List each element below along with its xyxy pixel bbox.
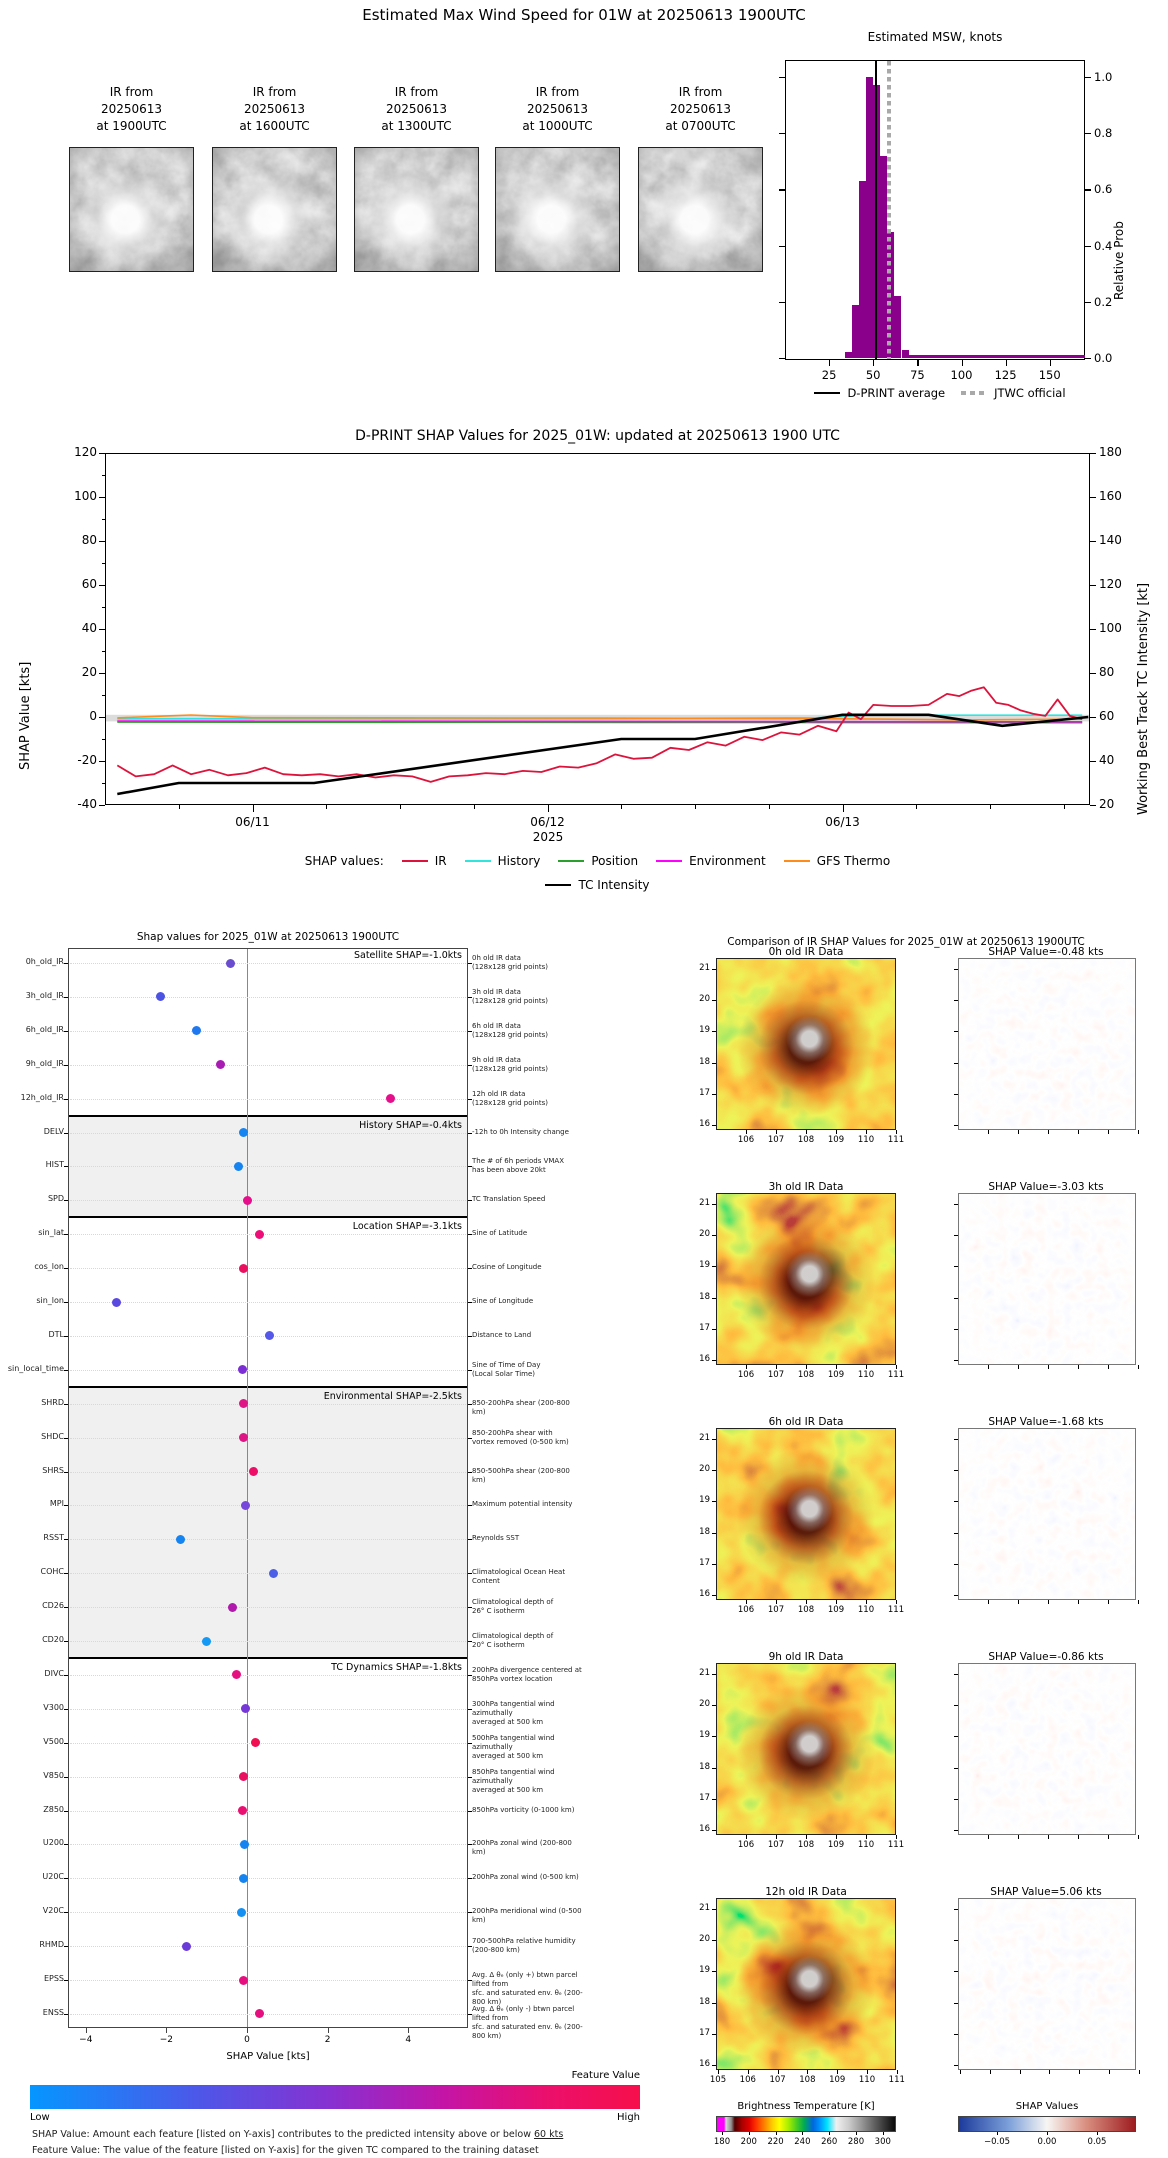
dotplot-feature-description-line: 26° C isotherm: [472, 1607, 525, 1616]
dotplot-feature-label: 0h_old_IR: [25, 957, 64, 966]
bt-colorbar-tick-label: 300: [874, 2137, 891, 2147]
ts-ytick-label-left: -40: [77, 797, 97, 811]
dotplot-xtick-label: −4: [79, 2035, 93, 2045]
bt-colorbar-tick-label: 180: [713, 2137, 731, 2147]
timeseries-ylabel-right: Working Best Track TC Intensity [kt]: [1136, 582, 1151, 815]
panel-lat-label: 16: [699, 1824, 710, 1834]
ir-thumbnail-label-line: at 1600UTC: [239, 119, 310, 133]
bt-colorbar-tick-label: 260: [821, 2137, 838, 2147]
dotplot-feature-label: 9h_old_IR: [25, 1058, 64, 1068]
shap-colorbar-ticks: [584, 0, 1168, 2158]
panel-lon-label: 106: [737, 1370, 755, 1380]
dotplot-feature-description-line: sfc. and saturated env. θₑ (200-800 km): [472, 2023, 583, 2041]
dotplot-feature-description: [472, 1568, 584, 1586]
dotplot-group-label: Environmental SHAP=-2.5kts: [323, 1390, 462, 1402]
dotplot-feature-label: sin_local_time: [7, 1363, 64, 1373]
dotplot-xtick-label: 4: [405, 2035, 412, 2045]
dotplot-feature-description: [472, 1022, 584, 1040]
dotplot-feature-description: [472, 1666, 584, 1684]
panel-lon-label: 108: [797, 1840, 815, 1850]
panel-lon-label: 110: [857, 1605, 875, 1615]
panel-lon-label: 107: [767, 1135, 785, 1145]
dotplot-feature-description-line: Maximum potential intensity: [472, 1500, 573, 1509]
bt-colorbar-title: Brightness Temperature [K]: [737, 2101, 875, 2112]
panel-lon-label: 109: [827, 1605, 845, 1615]
panel-lat-label: 16: [699, 1354, 710, 1364]
dotplot-feature-description: [472, 1971, 584, 2007]
histogram-ytick-label: 0.2: [1094, 294, 1113, 309]
caption-shap-value: [32, 2129, 592, 2140]
dotplot-title: Shap values for 2025_01W at 20250613 1900UTC: [136, 931, 400, 943]
panel-lat-label: 16: [699, 1589, 710, 1599]
dotplot-feature-description: [472, 1632, 584, 1650]
ts-ytick-label-right: 20: [1099, 797, 1115, 811]
panel-lon-label: 107: [769, 2075, 786, 2085]
ts-ytick-label-right: 160: [1099, 489, 1122, 503]
dotplot-feature-description: [472, 1229, 584, 1238]
dotplot-feature-description-line: averaged at 500 km: [472, 1751, 544, 1760]
panel-lat-label: 21: [699, 1903, 710, 1913]
dotplot-feature-label: DTL: [48, 1329, 64, 1339]
panel-lon-label: 107: [767, 1840, 785, 1850]
legend-item-label: Environment: [689, 854, 766, 868]
panel-lon-label: 109: [827, 1370, 845, 1380]
dotplot-feature-description-line: Sine of Time of Day: [472, 1360, 541, 1369]
histogram-ytick-label: 0.8: [1094, 126, 1113, 141]
dotplot-feature-label: ENSS: [42, 2007, 64, 2017]
dotplot-feature-description-line: The # of 6h periods VMAX: [472, 1157, 565, 1166]
legend-item-label: History: [497, 854, 541, 868]
dotplot-feature-description: [472, 1297, 584, 1306]
dotplot-feature-description: [472, 1331, 584, 1340]
dotplot-feature-description-line: 9h old IR data: [472, 1055, 521, 1064]
histogram-ytick-label: 0.4: [1094, 238, 1113, 253]
histogram-ytick-label: 0.0: [1094, 351, 1113, 365]
panel-lat-label: 21: [699, 1433, 710, 1443]
ts-ytick-label-left: 100: [74, 489, 97, 503]
panel-lat-label: 19: [699, 1730, 710, 1741]
ts-ytick-label-right: 120: [1099, 577, 1122, 591]
panel-lat-label: 16: [699, 2059, 710, 2069]
panel-lat-label: 17: [699, 1322, 710, 1333]
featurevalue-colorbar: [30, 2085, 640, 2109]
dotplot-feature-description: [472, 2005, 584, 2041]
bt-colorbar-tick-label: 280: [847, 2137, 865, 2147]
panel-lat-label: 16: [699, 1119, 710, 1129]
shap-colorbar-title: SHAP Values: [1015, 2101, 1079, 2112]
dotplot-feature-label: SHDC: [41, 1431, 64, 1441]
dotplot-feature-label: 3h_old_IR: [25, 990, 64, 1000]
dotplot-feature-description-line: has been above 20kt: [472, 1166, 546, 1175]
caption-shap-value-underline: 60 kts: [533, 2129, 564, 2140]
dotplot-feature-description-line: 0h old IR data: [472, 954, 521, 962]
panel-shap-title: SHAP Value=-0.48 kts: [988, 946, 1104, 958]
dotplot-feature-description: [472, 1598, 584, 1616]
caption-feature-value-text: Feature Value: The value of the feature [listed on Y-axis] for the given TC compared to the training dataset: [32, 2145, 539, 2156]
ir-thumbnail-label-line: 20250613: [669, 102, 732, 116]
dotplot-feature-label: U20C: [42, 1872, 64, 1882]
panel-lon-label: 106: [739, 2075, 756, 2085]
bt-colorbar-tick-label: 200: [740, 2137, 757, 2147]
panel-lon-label: 106: [737, 1135, 755, 1145]
dotplot-feature-label: EPSS: [43, 1974, 64, 1983]
dotplot-feature-description: [472, 1734, 584, 1761]
panel-lon-label: 107: [767, 1605, 785, 1615]
dotplot-feature-description: [472, 1500, 584, 1509]
dotplot-feature-description-line: 850-500hPa shear (200-800 km): [472, 1466, 570, 1484]
bt-colorbar-tick-label: 220: [767, 2137, 784, 2147]
dotplot-feature-description: [472, 1361, 584, 1379]
panels-title: Comparison of IR SHAP Values for 2025_01W at 20250613 1900UTC: [727, 936, 1085, 948]
dotplot-feature-description: [472, 1873, 584, 1882]
dotplot-feature-label: HIST: [45, 1160, 64, 1170]
dotplot-feature-label: V300: [43, 1702, 64, 1712]
panel-lat-label: 18: [699, 1526, 710, 1537]
histogram-ytick-label: 0.6: [1094, 182, 1113, 197]
legend-item-label: JTWC official: [994, 386, 1066, 400]
dotplot-feature-label: DELV: [43, 1126, 64, 1136]
dotplot-feature-description-line: Cosine of Longitude: [472, 1263, 542, 1272]
dotplot-feature-label: Z850: [43, 1804, 64, 1814]
dotplot-feature-description: [472, 1195, 584, 1204]
ts-ytick-label-left: 120: [74, 445, 97, 459]
panel-lat-label: 17: [699, 1792, 710, 1803]
dotplot-feature-description-line: (200-800 km): [472, 1946, 520, 1955]
ir-thumbnail-label-line: at 1900UTC: [96, 119, 167, 133]
panel-lat-label: 17: [699, 1557, 710, 1568]
histogram-xtick-label: 150: [1038, 368, 1061, 382]
dotplot-xtick-mark: [328, 2028, 329, 2033]
panel-lat-label: 19: [699, 1495, 710, 1506]
panel-shap-title: SHAP Value=5.06 kts: [990, 1886, 1102, 1898]
panel-ir-title: 6h old IR Data: [768, 1416, 844, 1428]
dotplot-feature-label: CD20: [42, 1635, 64, 1644]
panel-lon-label: 111: [887, 1370, 905, 1380]
shap-colorbar-tick-mark: [1047, 2132, 1048, 2135]
panel-lat-label: 21: [699, 963, 710, 973]
figure-title: Estimated Max Wind Speed for 01W at 20250613 1900UTC: [362, 6, 806, 24]
dotplot-xtick-label: −2: [159, 2035, 174, 2045]
dotplot-feature-description: [472, 954, 584, 972]
dotplot-feature-description-line: 300hPa tangential wind azimuthally: [472, 1699, 555, 1717]
dotplot-feature-description-line: 850-200hPa shear (200-800 km): [472, 1398, 570, 1416]
dotplot-feature-description-line: 700-500hPa relative humidity: [472, 1937, 576, 1946]
legend-item-label: TC Intensity: [578, 878, 650, 892]
panel-lon-label: 106: [737, 1605, 755, 1615]
dotplot-feature-description-line: (128x128 grid points): [472, 1064, 548, 1073]
dotplot-feature-description-line: Distance to Land: [472, 1330, 532, 1339]
ts-ytick-label-right: 60: [1099, 709, 1115, 723]
dotplot-feature-label: SHRD: [41, 1397, 64, 1407]
histogram-xtick-label: 100: [950, 368, 973, 382]
dotplot-feature-description-line: 6h old IR data: [472, 1021, 521, 1030]
dotplot-feature-label: RHMD: [39, 1940, 64, 1950]
panel-lon-label: 107: [767, 1370, 785, 1380]
panel-lon-label: 108: [799, 2075, 816, 2085]
dotplot-feature-description-line: (128x128 grid points): [472, 963, 548, 972]
panel-lat-label: 18: [699, 1291, 710, 1302]
legend-item-label: IR: [434, 854, 447, 868]
ts-ytick-label-left: 60: [81, 577, 97, 591]
dotplot-feature-label: CD26: [42, 1601, 64, 1611]
histogram-title: Estimated MSW, knots: [867, 30, 1003, 44]
ts-ytick-label-right: 40: [1099, 753, 1115, 767]
dotplot-feature-description-line: 200hPa zonal wind (0-500 km): [472, 1873, 579, 1882]
panel-lat-label: 21: [699, 1668, 710, 1678]
timeseries-title: D-PRINT SHAP Values for 2025_01W: updated at 20250613 1900 UTC: [355, 428, 840, 444]
dotplot-feature-description-line: 500hPa tangential wind azimuthally: [472, 1733, 555, 1751]
dotplot-feature-description-line: Sine of Latitude: [472, 1229, 528, 1238]
ir-thumbnail-label-line: 20250613: [385, 102, 448, 116]
dotplot-feature-description-line: Reynolds SST: [472, 1534, 520, 1543]
dotplot-xtick-label: 0: [244, 2035, 250, 2045]
dotplot-feature-description-line: Climatological depth of: [472, 1632, 554, 1640]
featurevalue-colorbar-title: Feature Value: [571, 2070, 640, 2081]
shap-colorbar-tick-mark: [997, 2132, 998, 2135]
panel-lat-label: 20: [699, 1229, 710, 1240]
dotplot-feature-description-line: Avg. Δ θₑ (only +) btwn parcel lifted from: [472, 1971, 578, 1989]
dotplot-group-label: Location SHAP=-3.1kts: [352, 1221, 462, 1233]
panel-lat-label: 19: [699, 1025, 710, 1036]
ts-ytick-label-right: 180: [1099, 445, 1122, 459]
dotplot-feature-description-line: averaged at 500 km: [472, 1785, 544, 1794]
ts-ytick-label-left: -20: [77, 753, 97, 767]
panel-lon-label: 108: [797, 1135, 815, 1145]
dotplot-feature-description: [472, 1128, 584, 1137]
panel-lon-label: 105: [709, 2075, 727, 2085]
panel-shap-title: SHAP Value=-3.03 kts: [988, 1181, 1104, 1193]
dotplot-feature-label: 12h_old_IR: [20, 1092, 64, 1102]
panel-lat-label: 20: [699, 1934, 710, 1945]
dotplot-feature-description-line: 850hPa tangential wind azimuthally: [472, 1767, 555, 1785]
ir-thumbnail-label-line: at 0700UTC: [665, 119, 736, 133]
dotplot-feature-description-line: (128x128 grid points): [472, 1030, 548, 1039]
dotplot-feature-label: sin_lat: [38, 1228, 64, 1238]
panel-shap-title: SHAP Value=-1.68 kts: [988, 1416, 1104, 1428]
dotplot-feature-label: 6h_old_IR: [25, 1024, 64, 1034]
dotplot-xtick-label: 2: [324, 2035, 331, 2045]
dotplot-feature-description-line: (128x128 grid points): [472, 996, 548, 1005]
panel-lon-label: 109: [829, 2075, 846, 2085]
dotplot-feature-description: [472, 1090, 584, 1108]
ts-ytick-label-left: 40: [81, 621, 97, 635]
panel-ir-title: 0h old IR Data: [768, 946, 844, 958]
dotplot-feature-description-line: 20° C isotherm: [472, 1641, 525, 1650]
panel-lon-label: 106: [737, 1840, 755, 1850]
ir-thumbnail-label-line: IR from: [394, 85, 439, 99]
ir-thumbnail-label-line: IR from: [252, 85, 297, 99]
panel-lon-label: 111: [888, 2075, 905, 2085]
dotplot-feature-description: [472, 1263, 584, 1272]
ir-thumbnail-label-line: IR from: [678, 85, 723, 99]
legend-item-label: D-PRINT average: [847, 386, 946, 400]
dotplot-feature-description-line: 200hPa meridional wind (0-500 km): [472, 1907, 582, 1925]
ts-legend-prefix: SHAP values:: [304, 854, 384, 868]
panel-lon-label: 111: [887, 1840, 905, 1850]
dotplot-feature-label: V20C: [42, 1906, 64, 1916]
ir-thumbnail-label-line: 20250613: [526, 102, 589, 116]
dotplot-group-label: Satellite SHAP=-1.0kts: [353, 950, 462, 961]
dotplot-feature-label: SHRS: [42, 1465, 64, 1475]
ts-xtick-label: 06/11: [235, 815, 270, 829]
dotplot-feature-description-line: Climatological depth of: [472, 1598, 554, 1607]
dotplot-feature-description: [472, 1534, 584, 1543]
ir-thumbnail-label-line: 20250613: [243, 102, 306, 116]
dotplot-feature-description: [472, 1937, 584, 1955]
panel-lon-label: 110: [857, 1135, 875, 1145]
dotplot-feature-description-line: -12h to 0h Intensity change: [472, 1127, 569, 1136]
dotplot-feature-description-line: 200hPa zonal wind (200-800 km): [472, 1839, 572, 1857]
timeseries-xlabel: 2025: [532, 830, 564, 844]
panel-lon-label: 109: [827, 1840, 845, 1850]
dotplot-xlabel: SHAP Value [kts]: [226, 2051, 310, 2062]
panel-lon-label: 109: [827, 1135, 845, 1145]
dotplot-feature-label: V500: [43, 1736, 64, 1746]
panel-lat-label: 17: [699, 1087, 710, 1098]
dotplot-feature-description: [472, 1806, 584, 1815]
panel-lon-label: 110: [857, 1840, 875, 1850]
panel-lat-label: 19: [699, 1965, 710, 1976]
dotplot-feature-description: [472, 1907, 584, 1925]
panel-ir-title: 9h old IR Data: [768, 1651, 844, 1663]
dotplot-feature-description: [472, 1429, 584, 1447]
panel-lat-label: 18: [699, 1056, 710, 1067]
histogram-xtick-label: 25: [821, 368, 837, 382]
dotplot-feature-description-line: vortex removed (0-500 km): [472, 1437, 569, 1446]
panel-ir-title: 3h old IR Data: [768, 1181, 844, 1193]
dotplot-feature-description: [472, 988, 584, 1006]
panel-lat-label: 21: [699, 1198, 710, 1208]
histogram-xtick-label: 125: [994, 368, 1017, 382]
ir-thumbnail-label-line: IR from: [109, 85, 154, 99]
legend-item-label: GFS Thermo: [816, 854, 891, 868]
bt-colorbar-tick-label: 240: [794, 2137, 811, 2147]
dotplot-group-label: TC Dynamics SHAP=-1.8kts: [331, 1661, 462, 1673]
dotplot-feature-label: SPD: [47, 1194, 64, 1204]
ir-thumbnail-label-line: at 1000UTC: [522, 119, 593, 133]
dotplot-feature-description-line: Avg. Δ θₑ (only -) btwn parcel lifted from: [472, 2004, 575, 2022]
shap-colorbar-tick-label: −0.05: [983, 2137, 1011, 2147]
dotplot-feature-description-line: Sine of Longitude: [472, 1297, 534, 1305]
dotplot-xtick-mark: [247, 2028, 248, 2033]
dotplot-feature-description-line: (128x128 grid points): [472, 1098, 548, 1107]
panel-lat-label: 18: [699, 1996, 710, 2007]
dotplot-feature-description-line: Climatological Ocean Heat Content: [472, 1568, 566, 1586]
panel-lat-label: 17: [699, 2027, 710, 2038]
dotplot-feature-description-line: (Local Solar Time): [472, 1369, 536, 1378]
shap-colorbar-tick-label: 0.05: [1087, 2137, 1107, 2147]
dotplot-feature-description-line: 850hPa vortex location: [472, 1674, 553, 1683]
legend-item-label: Position: [591, 854, 639, 868]
ir-thumbnail-label-line: IR from: [535, 85, 580, 99]
histogram-ylabel: Relative Prob: [1112, 221, 1126, 300]
ir-thumbnail-label-line: 20250613: [100, 102, 163, 116]
ts-xtick-label: 06/13: [825, 815, 860, 829]
panel-lon-label: 110: [857, 1370, 875, 1380]
dotplot-feature-description: [472, 1700, 584, 1727]
dotplot-feature-description: [472, 1157, 584, 1175]
dotplot-feature-description-line: 200hPa divergence centered at: [472, 1665, 582, 1674]
dotplot-feature-label: RSST: [43, 1533, 64, 1543]
timeseries-ylabel-left: SHAP Value [kts]: [18, 661, 33, 770]
shap-colorbar-tick-mark: [1097, 2132, 1098, 2135]
dotplot-xtick-mark: [86, 2028, 87, 2033]
panel-lon-label: 111: [887, 1605, 905, 1615]
histogram-ytick-label: 1.0: [1094, 70, 1113, 84]
dotplot-feature-description: [472, 1056, 584, 1074]
panel-lon-label: 108: [797, 1370, 815, 1380]
panel-lat-label: 20: [699, 1699, 710, 1710]
dotplot-feature-description-line: 12h old IR data: [472, 1089, 526, 1098]
dotplot-feature-description: [472, 1768, 584, 1795]
panel-lon-label: 110: [858, 2075, 876, 2085]
dotplot-feature-label: U200: [42, 1838, 64, 1848]
ir-thumbnail-label-line: at 1300UTC: [381, 119, 452, 133]
panel-lat-label: 20: [699, 994, 710, 1005]
dotplot-feature-description-line: 850hPa vorticity (0-1000 km): [472, 1805, 575, 1814]
dotplot-feature-description: [472, 1399, 584, 1417]
panel-lat-label: 18: [699, 1761, 710, 1772]
dotplot-group-label: History SHAP=-0.4kts: [359, 1119, 462, 1131]
dotplot-feature-description-line: averaged at 500 km: [472, 1717, 544, 1726]
featurevalue-high-label: High: [617, 2112, 640, 2123]
ts-ytick-label-right: 80: [1099, 665, 1115, 679]
caption-feature-value: [32, 2145, 592, 2156]
dotplot-feature-label: cos_lon: [34, 1262, 64, 1272]
ts-ytick-label-right: 140: [1099, 533, 1122, 547]
dotplot-feature-description-line: 3h old IR data: [472, 987, 521, 996]
dotplot-frame: [68, 948, 468, 2028]
histogram-xtick-label: 50: [865, 368, 881, 382]
dotplot-feature-label: DIVC: [44, 1668, 64, 1678]
dotplot-feature-description-line: 850-200hPa shear with: [472, 1428, 553, 1437]
dotplot-feature-label: sin_lon: [36, 1296, 64, 1305]
panel-lon-label: 111: [887, 1135, 905, 1145]
dotplot-feature-description: [472, 1467, 584, 1485]
ts-ytick-label-left: 0: [89, 709, 97, 723]
dotplot-feature-label: MPI: [49, 1499, 64, 1509]
ts-ytick-label-left: 80: [81, 533, 97, 547]
dotplot-xtick-mark: [408, 2028, 409, 2033]
panel-lat-label: 19: [699, 1260, 710, 1271]
caption-shap-value-text: SHAP Value: Amount each feature [listed on Y-axis] contributes to the predicted intensity above or below: [32, 2129, 534, 2140]
dotplot-xtick-mark: [166, 2028, 167, 2033]
panel-shap-title: SHAP Value=-0.86 kts: [988, 1651, 1104, 1663]
ts-xtick-label: 06/12: [530, 815, 565, 829]
featurevalue-low-label: Low: [30, 2112, 50, 2123]
ts-ytick-label-right: 100: [1099, 621, 1122, 635]
ir-shap-panels: [584, 0, 1168, 2158]
ts-ytick-label-left: 20: [81, 665, 97, 679]
dotplot-feature-label: COHC: [40, 1567, 64, 1577]
panel-ir-title: 12h old IR Data: [765, 1886, 847, 1898]
dotplot-feature-label: V850: [43, 1770, 64, 1780]
histogram-xtick-label: 75: [910, 368, 925, 382]
dotplot-feature-description-line: TC Translation Speed: [472, 1195, 546, 1204]
shap-colorbar-tick-label: 0.00: [1037, 2137, 1057, 2147]
dotplot-feature-description: [472, 1839, 584, 1857]
panel-lat-label: 20: [699, 1464, 710, 1475]
dotplot-feature-description-line: sfc. and saturated env. θₑ (200-800 km): [472, 1989, 583, 2007]
panel-lon-label: 108: [797, 1605, 815, 1615]
